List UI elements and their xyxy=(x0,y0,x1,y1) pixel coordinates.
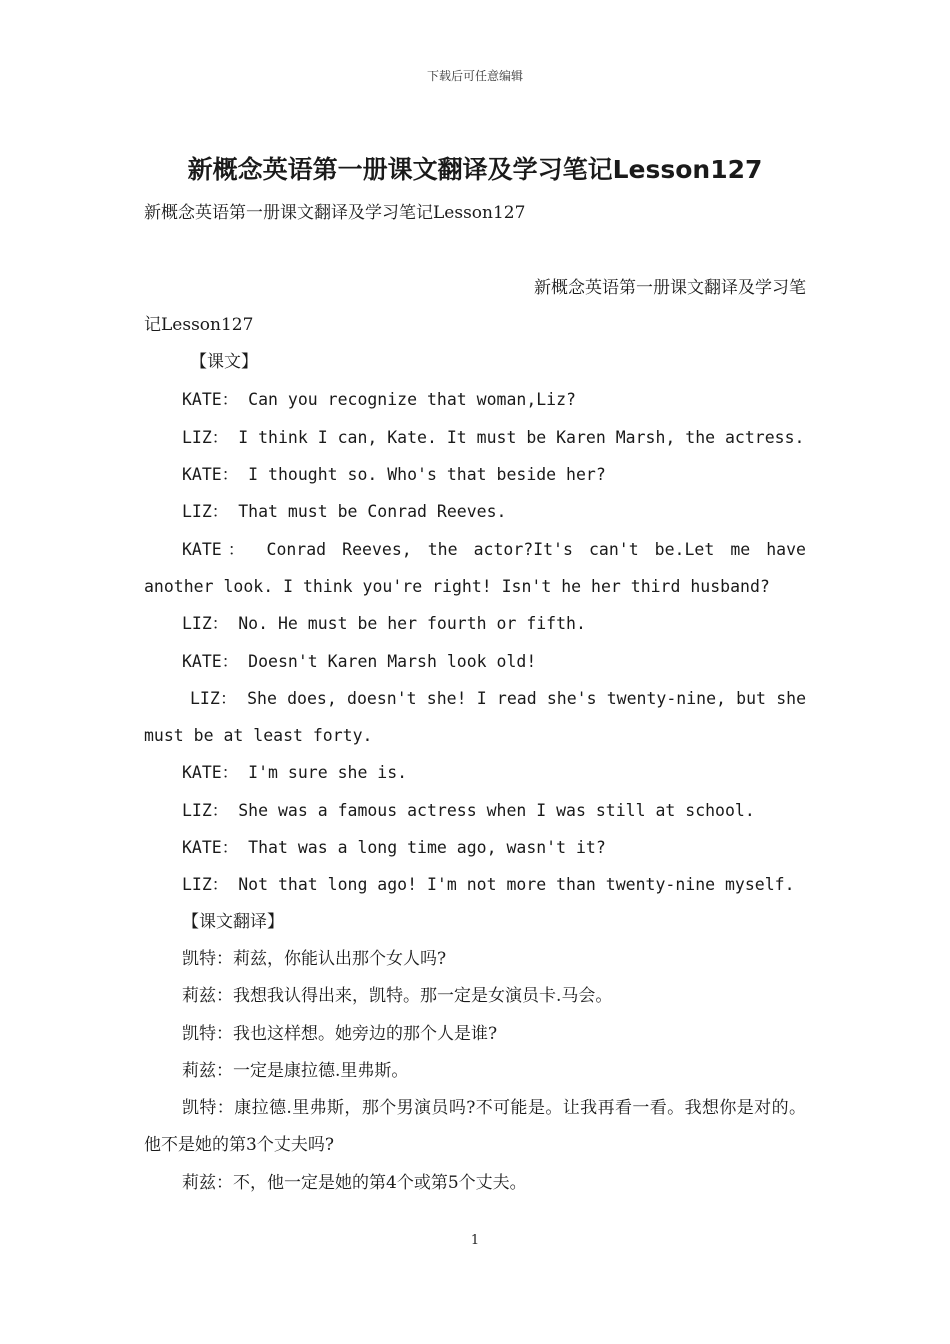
translation-line: 凯特：康拉德.里弗斯，那个男演员吗?不可能是。让我再看一看。我想你是对的。他不是她的第3个丈夫吗? xyxy=(144,1098,806,1156)
translation-line: 凯特：莉兹，你能认出那个女人吗? xyxy=(182,948,447,969)
dialogue-line: LIZ： I think I can, Kate. It must be Karen Marsh, the actress. xyxy=(182,427,805,447)
page-header-note: 下载后可任意编辑 xyxy=(426,69,523,83)
dialogue-line: LIZ： Not that long ago! I'm not more than twenty-nine myself. xyxy=(182,875,795,895)
dialogue-line: KATE： I'm sure she is. xyxy=(182,763,408,783)
heading-line-2: 记Lesson127 xyxy=(144,314,254,335)
dialogue-line: KATE： Doesn't Karen Marsh look old! xyxy=(182,651,537,671)
subtitle-line: 新概念英语第一册课文翻译及学习笔记Lesson127 xyxy=(144,203,526,223)
dialogue-line: LIZ： She does, doesn't she! I read she's twenty-nine, but she must be at least forty. xyxy=(144,688,806,746)
blank-line xyxy=(144,232,806,269)
dialogue-line: LIZ： She was a famous actress when I was still at school. xyxy=(182,800,755,820)
translation-line: 莉兹：一定是康拉德.里弗斯。 xyxy=(182,1060,409,1081)
section-heading-text: 【课文】 xyxy=(190,352,258,373)
document-title: 新概念英语第一册课文翻译及学习笔记Lesson127 xyxy=(187,155,763,184)
page-number: 1 xyxy=(470,1233,480,1248)
dialogue-line: KATE： Conrad Reeves, the actor?It's can't be.Let me have another look. I think you're right! Isn't he her third husband? xyxy=(144,539,806,596)
translation-line: 莉兹：我想我认得出来，凯特。那一定是女演员卡.马会。 xyxy=(182,986,613,1007)
dialogue-line: LIZ： No. He must be her fourth or fifth. xyxy=(182,614,586,634)
section-heading-translation: 【课文翻译】 xyxy=(182,911,284,932)
translation-line: 凯特：我也这样想。她旁边的那个人是谁? xyxy=(182,1023,498,1044)
dialogue-line: KATE： That was a long time ago, wasn't it? xyxy=(182,838,606,858)
dialogue-line: KATE： I thought so. Who's that beside her? xyxy=(182,465,606,485)
translation-line: 莉兹：不，他一定是她的第4个或第5个丈夫。 xyxy=(182,1172,527,1193)
heading-line-1: 新概念英语第一册课文翻译及学习笔 xyxy=(534,277,806,298)
dialogue-line: LIZ： That must be Conrad Reeves. xyxy=(182,502,507,522)
dialogue-line: KATE： Can you recognize that woman,Liz? xyxy=(182,390,576,410)
document-body xyxy=(144,195,806,1202)
